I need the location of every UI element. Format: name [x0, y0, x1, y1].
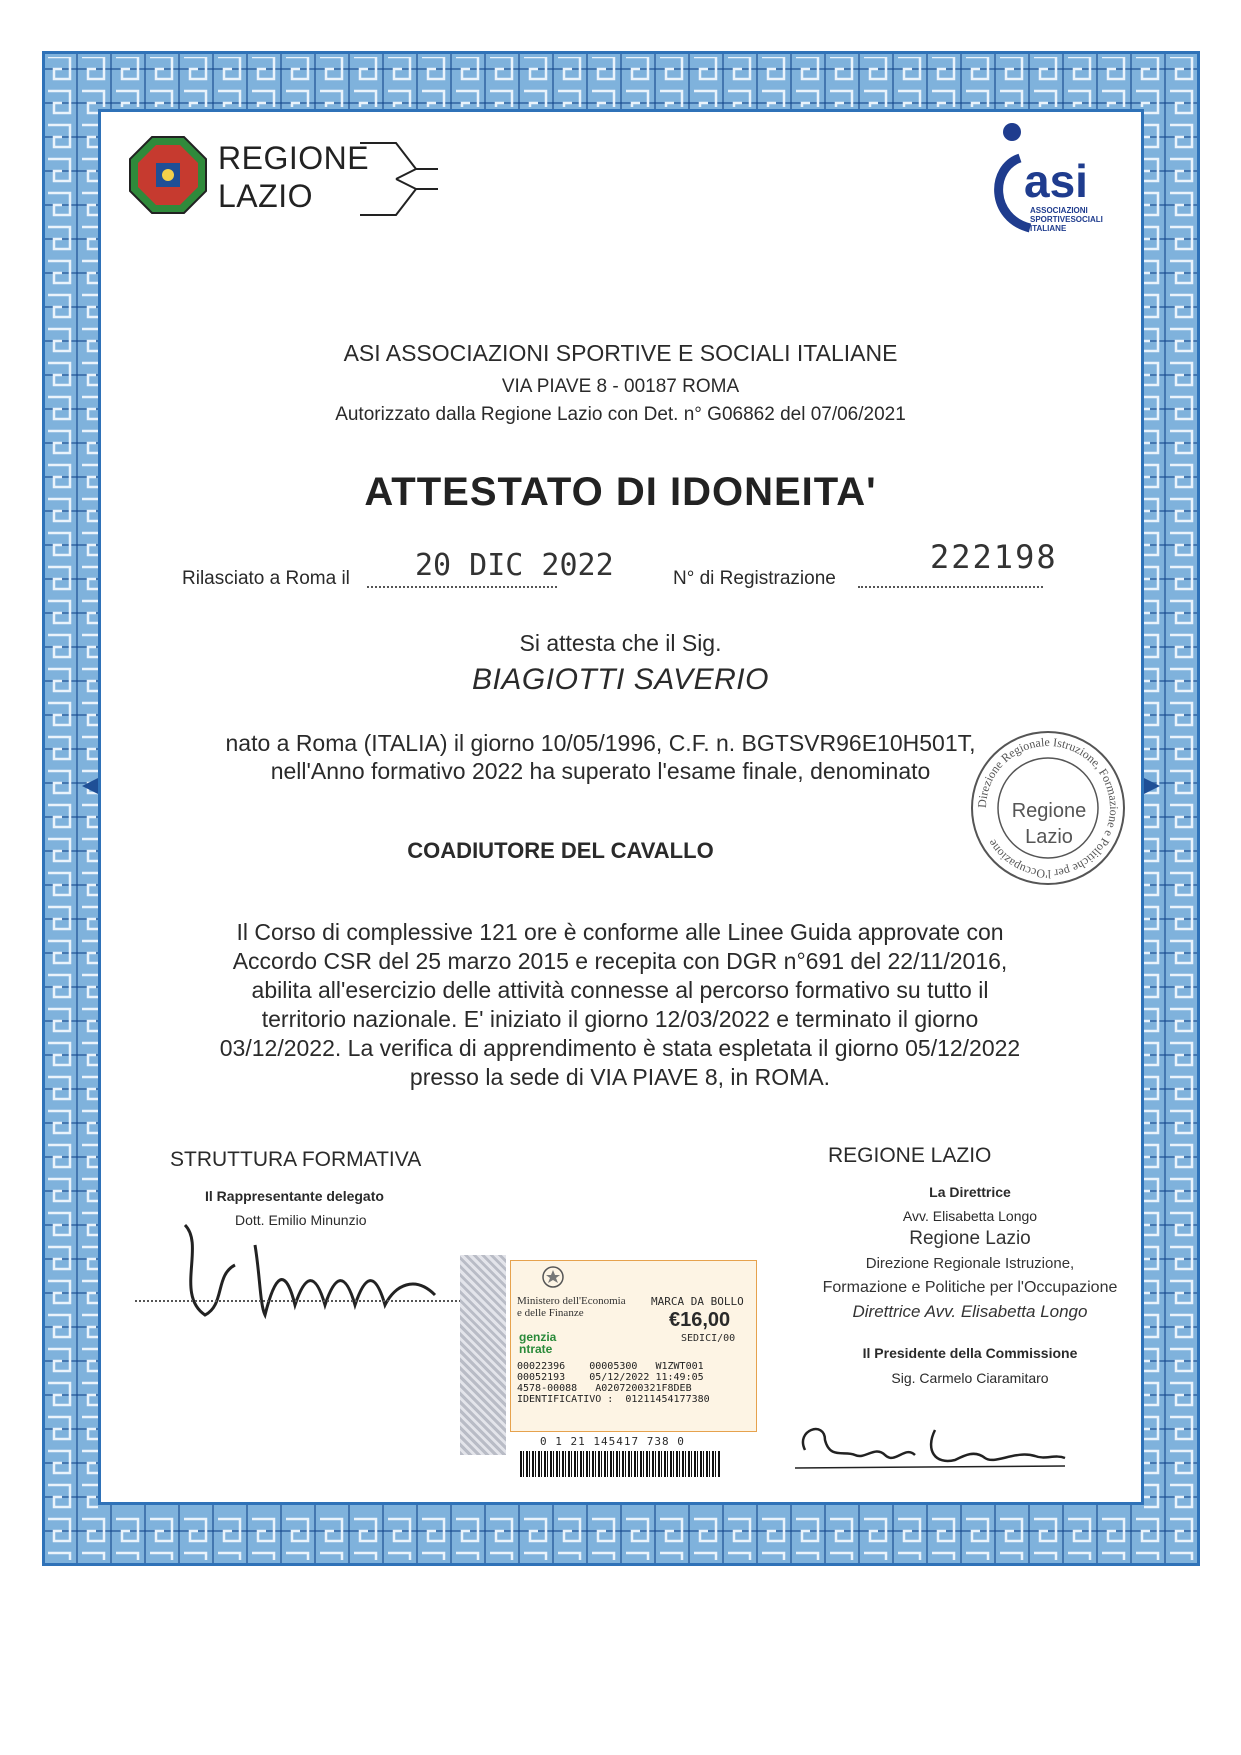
barcode	[520, 1451, 720, 1477]
exam-statement: nell'Anno formativo 2022 ha superato l'esame finale, denominato	[270, 758, 931, 784]
stamp-codes: 00022396 00005300 W1ZWT001 00052193 05/12/2022 11:49:05 4578-00088 A0207200321F8DEB IDENTIFICATIVO : 01211454177380	[517, 1361, 710, 1405]
barcode-number: 0 1 21 145417 738 0	[540, 1435, 685, 1448]
agency-line1: genzia	[519, 1330, 557, 1344]
president-handwritten-signature	[785, 1410, 1075, 1480]
left-handwritten-signature	[165, 1215, 465, 1325]
ministry-line1: Ministero dell'Economia	[517, 1295, 626, 1307]
asi-sub-line2: SPORTIVESOCIALI	[1030, 215, 1103, 224]
attestation-intro: Si attesta che il Sig.	[519, 630, 722, 656]
asi-logo	[990, 118, 1110, 238]
lazio-emblem-icon	[128, 135, 208, 215]
left-signature-role: Il Rappresentante delegato	[205, 1188, 384, 1204]
person-name: BIAGIOTTI SAVERIO	[472, 663, 769, 696]
birth-details: nato a Roma (ITALIA) il giorno 10/05/1996, C.F. n. BGTSVR96E10H501T,	[225, 730, 976, 756]
right-signature-title: REGIONE LAZIO	[828, 1144, 992, 1167]
organization-authorization: Autorizzato dalla Regione Lazio con Det. n° G06862 del 07/06/2021	[335, 404, 906, 425]
description-line: Il Corso di complessive 121 ore è conforme alle Linee Guida approvate con	[236, 919, 1004, 945]
left-signature-title: STRUTTURA FORMATIVA	[170, 1148, 422, 1171]
left-signature-name: Dott. Emilio Minunzio	[235, 1212, 367, 1228]
asi-subtitle	[1030, 206, 1110, 233]
course-name: COADIUTORE DEL CAVALLO	[407, 838, 714, 863]
marca-label: MARCA DA BOLLO	[651, 1295, 744, 1308]
lazio-arrow-icon	[356, 139, 438, 219]
lazio-wordmark-line1: REGIONE	[218, 140, 370, 176]
left-signature-line	[135, 1300, 465, 1302]
stamp-amount-words: SEDICI/00	[681, 1333, 736, 1344]
agency-line2: ntrate	[519, 1342, 553, 1356]
ministry-line2: e delle Finanze	[517, 1307, 584, 1319]
right-stamp-line3: Formazione e Politiche per l'Occupazione	[822, 1279, 1118, 1296]
document-title: ATTESTATO DI IDONEITA'	[364, 470, 877, 514]
stamp-price: €16,00	[669, 1309, 731, 1331]
president-role: Il Presidente della Commissione	[862, 1345, 1078, 1361]
asi-wordmark: asi	[1024, 155, 1088, 207]
description-line: Accordo CSR del 25 marzo 2015 e recepita con DGR n°691 del 22/11/2016,	[232, 948, 1008, 974]
organization-name: ASI ASSOCIAZIONI SPORTIVE E SOCIALI ITALIANE	[343, 340, 898, 366]
right-signature-name: Avv. Elisabetta Longo	[902, 1208, 1038, 1224]
stamp-label-line2: Lazio	[1025, 826, 1073, 848]
right-stamp-line1: Regione Lazio	[909, 1228, 1031, 1249]
registration-label: N° di Registrazione	[673, 568, 836, 589]
registration-number: 222198	[930, 538, 1058, 576]
issue-label: Rilasciato a Roma il	[182, 568, 350, 589]
description-line: abilita all'esercizio delle attività connesse al percorso formativo su tutto il	[251, 977, 989, 1003]
ministry-label	[517, 1295, 626, 1319]
revenue-stamp-body	[510, 1260, 757, 1432]
stamp-ring-text: Direzione Regionale Istruzione, Formazione e Politiche per l'Occupazione	[974, 734, 1122, 882]
asi-sub-line1: ASSOCIAZIONI	[1030, 206, 1088, 215]
organization-address: VIA PIAVE 8 - 00187 ROMA	[501, 376, 740, 397]
description-line: presso la sede di VIA PIAVE 8, in ROMA.	[409, 1064, 831, 1090]
president-name: Sig. Carmelo Ciaramitaro	[891, 1370, 1049, 1386]
republic-emblem-icon	[541, 1265, 565, 1289]
lazio-wordmark	[218, 139, 369, 215]
description-line: 03/12/2022. La verifica di apprendimento è stata espletata il giorno 05/12/2022	[219, 1035, 1021, 1061]
asi-sub-line3: ITALIANE	[1030, 224, 1067, 233]
course-description	[160, 918, 1080, 1092]
stamp-label	[1005, 798, 1093, 850]
agenzia-entrate-logo	[519, 1331, 556, 1355]
issue-date: 20 DIC 2022	[415, 548, 614, 583]
stamp-label-line1: Regione	[1011, 800, 1087, 822]
regione-lazio-logo	[128, 135, 438, 225]
hologram-strip	[460, 1255, 506, 1455]
right-stamp-line2: Direzione Regionale Istruzione,	[865, 1255, 1075, 1272]
lazio-wordmark-line2: LAZIO	[218, 178, 313, 214]
revenue-stamp	[460, 1255, 758, 1485]
right-signature-role: La Direttrice	[929, 1184, 1011, 1200]
description-line: territorio nazionale. E' iniziato il giorno 12/03/2022 e terminato il giorno	[261, 1006, 979, 1032]
right-stamp-line4: Direttrice Avv. Elisabetta Longo	[852, 1302, 1088, 1321]
